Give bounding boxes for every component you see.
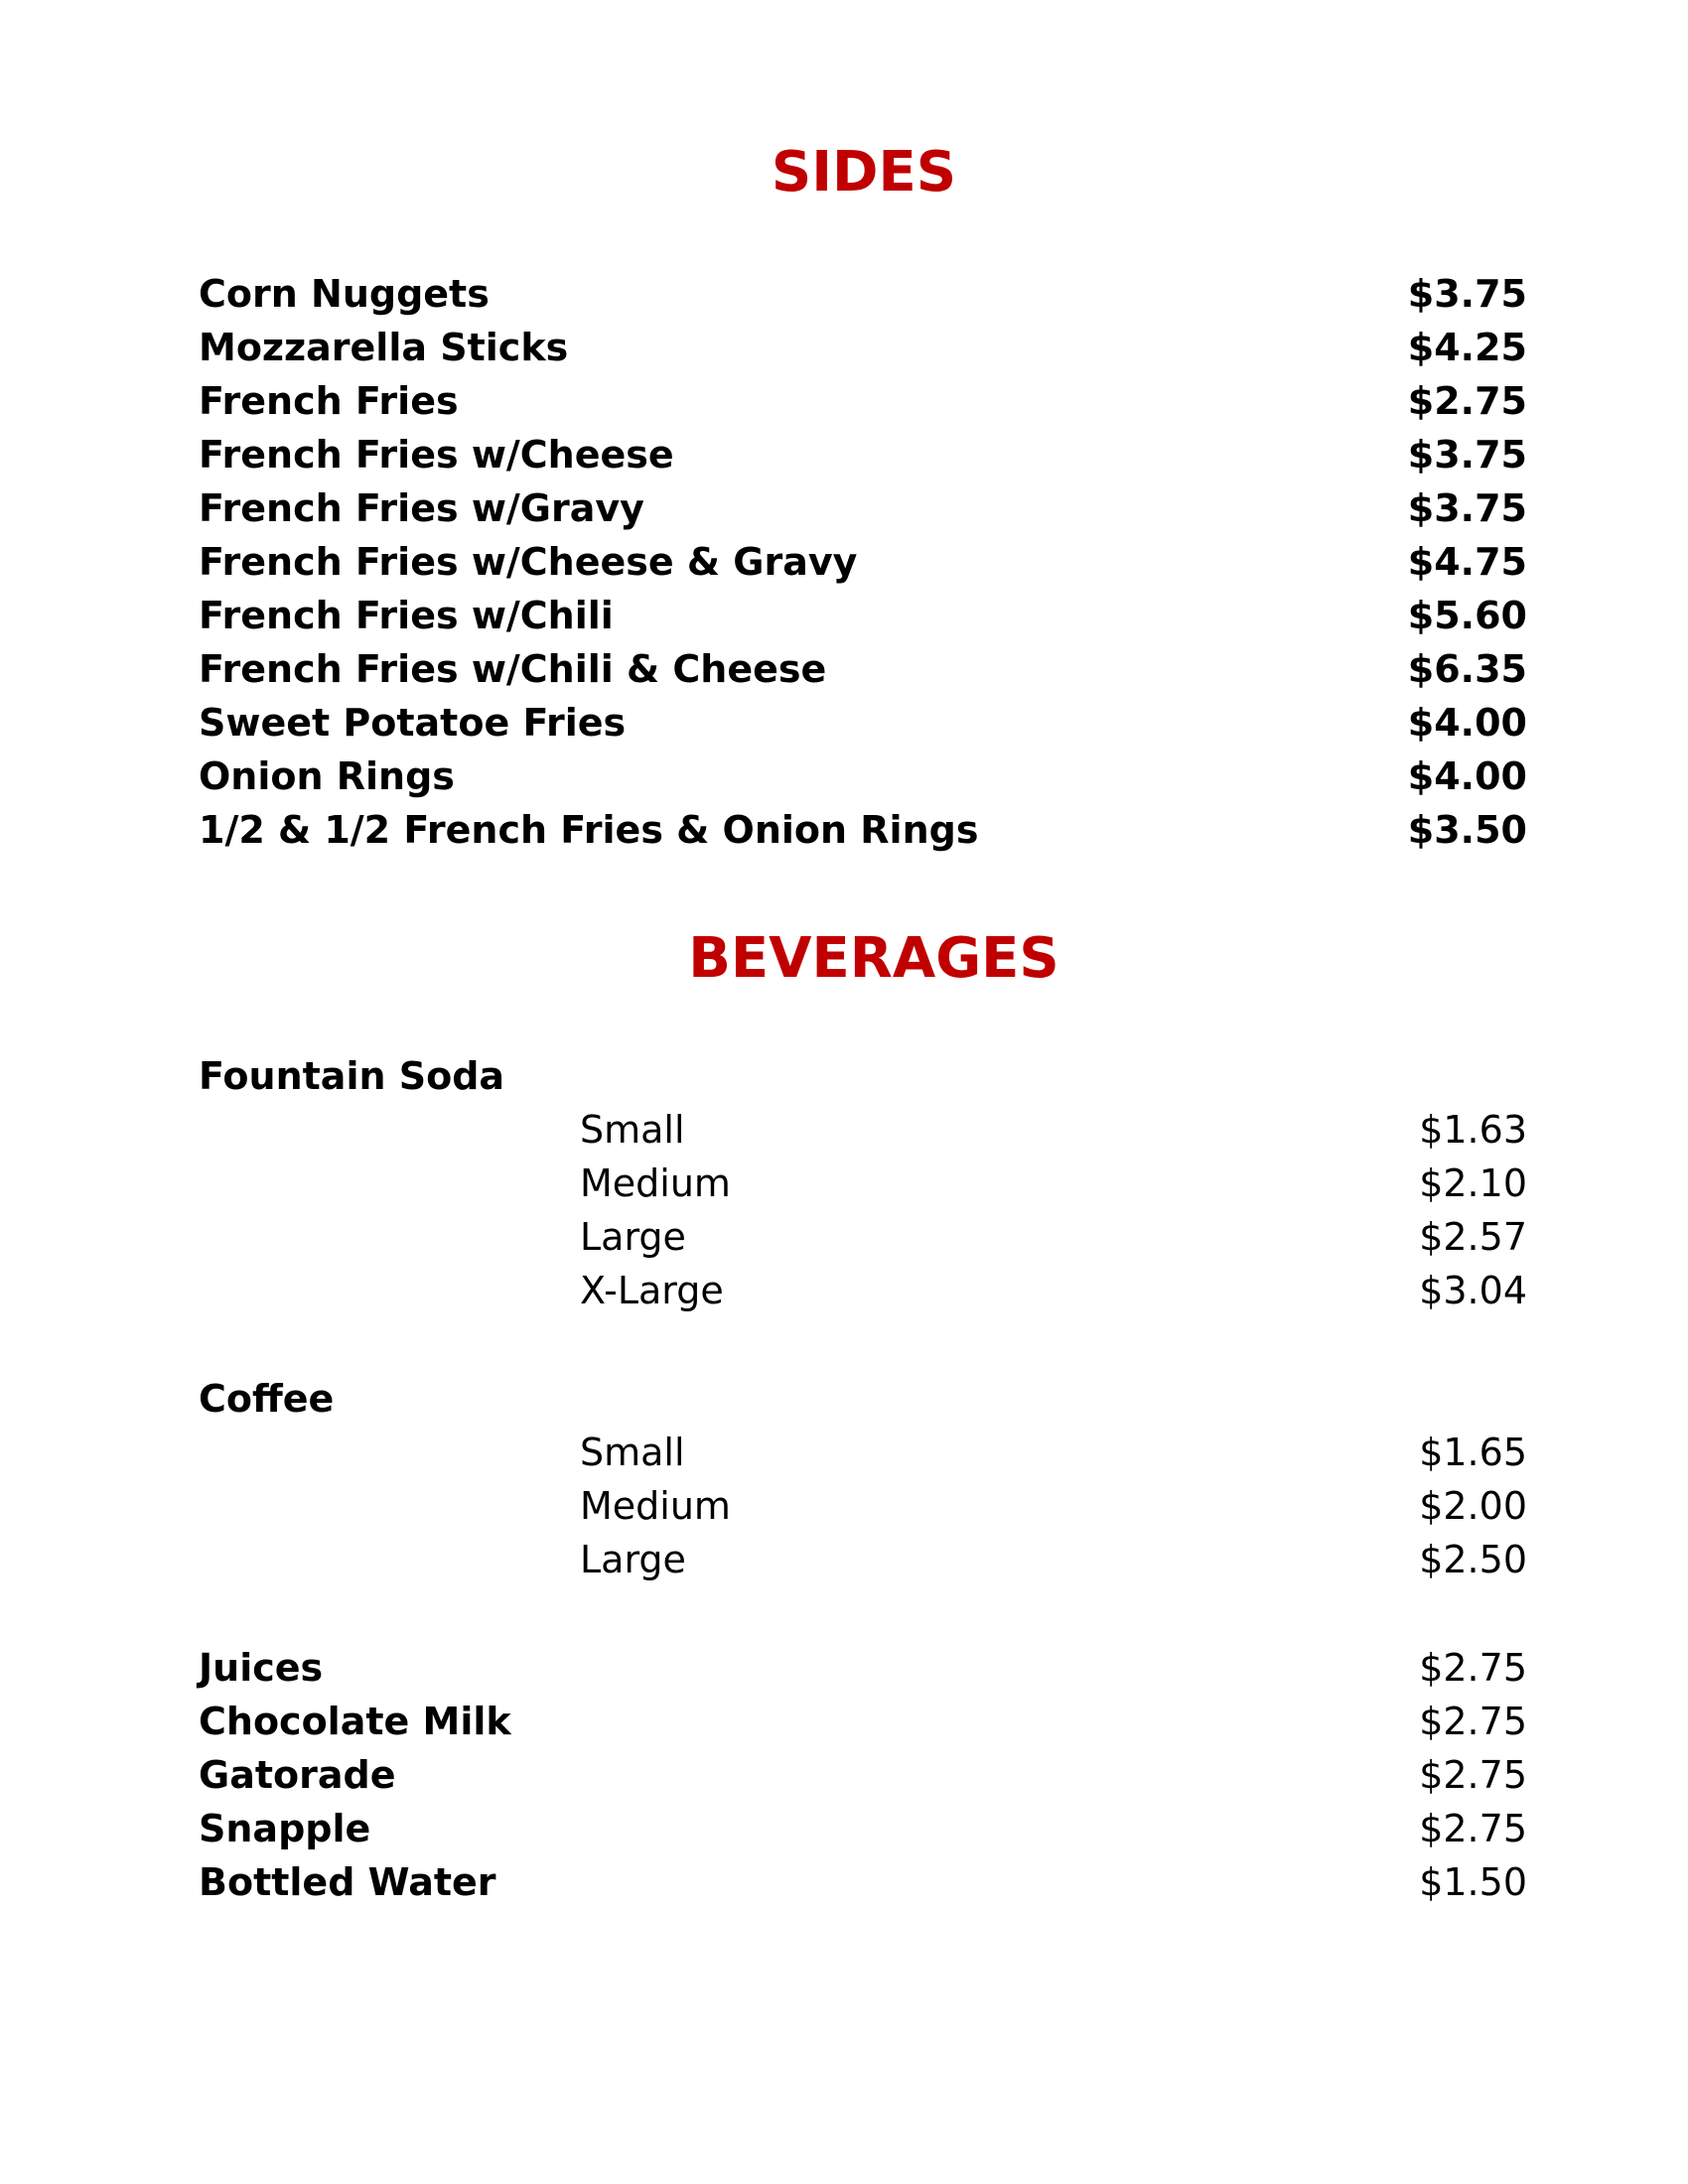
beverages-heading: BEVERAGES	[688, 926, 1059, 991]
item-price: $2.75	[1419, 1753, 1527, 1797]
size-label: Small	[580, 1431, 685, 1474]
size-label: Small	[580, 1108, 685, 1152]
item-price: $4.00	[1407, 754, 1527, 798]
size-row	[199, 1263, 1527, 1318]
item-name: Gatorade	[199, 1753, 396, 1797]
menu-item-row	[199, 588, 1527, 643]
menu-item-row	[199, 695, 1527, 751]
item-price: $2.75	[1419, 1807, 1527, 1850]
item-name: Snapple	[199, 1807, 371, 1850]
item-price: $1.50	[1419, 1860, 1527, 1904]
item-name: Bottled Water	[199, 1860, 496, 1904]
size-label: Large	[580, 1538, 686, 1581]
item-name: Chocolate Milk	[199, 1700, 511, 1743]
item-name: Mozzarella Sticks	[199, 326, 569, 369]
menu-item-row	[199, 1640, 1527, 1696]
size-row	[199, 1209, 1527, 1265]
item-price: $3.50	[1407, 808, 1527, 852]
menu-item-row	[199, 802, 1527, 858]
menu-item-row	[199, 266, 1527, 322]
item-price: $3.75	[1407, 486, 1527, 530]
size-price: $3.04	[1419, 1269, 1527, 1312]
size-price: $2.50	[1419, 1538, 1527, 1581]
menu-item-row	[199, 1747, 1527, 1803]
size-price: $2.57	[1419, 1215, 1527, 1259]
size-price: $2.00	[1419, 1484, 1527, 1528]
size-price: $1.65	[1419, 1431, 1527, 1474]
category-row	[199, 1048, 1527, 1104]
item-name: French Fries w/Gravy	[199, 486, 644, 530]
item-price: $5.60	[1407, 594, 1527, 637]
item-price: $6.35	[1407, 647, 1527, 691]
item-price: $2.75	[1419, 1700, 1527, 1743]
menu-item-row	[199, 427, 1527, 482]
item-name: 1/2 & 1/2 French Fries & Onion Rings	[199, 808, 979, 852]
item-name: French Fries w/Cheese	[199, 433, 674, 477]
menu-item-row	[199, 373, 1527, 429]
item-price: $2.75	[1407, 379, 1527, 423]
item-name: Corn Nuggets	[199, 272, 490, 316]
item-name: French Fries w/Chili	[199, 594, 614, 637]
size-row	[199, 1156, 1527, 1211]
item-name: French Fries	[199, 379, 459, 423]
item-name: French Fries w/Cheese & Gravy	[199, 540, 858, 584]
size-row	[199, 1532, 1527, 1587]
category-row	[199, 1371, 1527, 1427]
size-label: Medium	[580, 1484, 731, 1528]
size-price: $2.10	[1419, 1161, 1527, 1205]
sides-heading: SIDES	[771, 140, 957, 205]
item-name: Onion Rings	[199, 754, 455, 798]
item-price: $4.25	[1407, 326, 1527, 369]
size-label: Large	[580, 1215, 686, 1259]
menu-item-row	[199, 1854, 1527, 1910]
item-name: Sweet Potatoe Fries	[199, 701, 627, 745]
item-name: Juices	[199, 1646, 324, 1690]
item-price: $3.75	[1407, 433, 1527, 477]
size-label: X-Large	[580, 1269, 724, 1312]
item-name: French Fries w/Chili & Cheese	[199, 647, 827, 691]
category-name: Coffee	[199, 1377, 335, 1421]
size-price: $1.63	[1419, 1108, 1527, 1152]
size-row	[199, 1478, 1527, 1534]
category-name: Fountain Soda	[199, 1054, 505, 1098]
item-price: $3.75	[1407, 272, 1527, 316]
menu-item-row	[199, 641, 1527, 697]
size-row	[199, 1425, 1527, 1480]
menu-item-row	[199, 320, 1527, 375]
menu-item-row	[199, 749, 1527, 804]
item-price: $4.75	[1407, 540, 1527, 584]
menu-item-row	[199, 1694, 1527, 1749]
menu-item-row	[199, 1801, 1527, 1856]
size-label: Medium	[580, 1161, 731, 1205]
item-price: $4.00	[1407, 701, 1527, 745]
size-row	[199, 1102, 1527, 1158]
item-price: $2.75	[1419, 1646, 1527, 1690]
menu-item-row	[199, 534, 1527, 590]
menu-item-row	[199, 480, 1527, 536]
